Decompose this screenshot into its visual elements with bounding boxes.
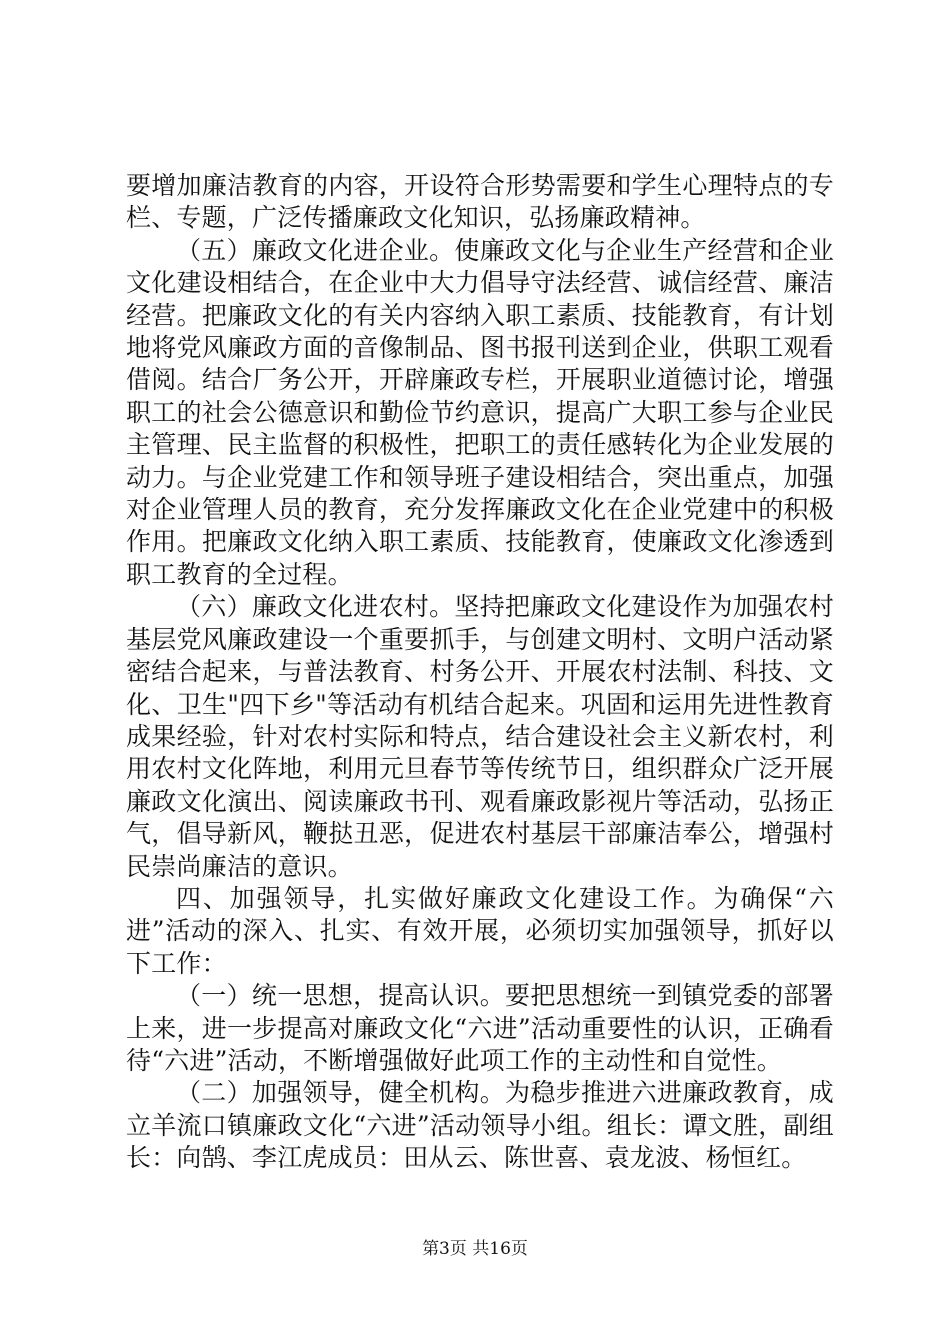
paragraph-section-four: 四、加强领导，扎实做好廉政文化建设工作。为确保“六进”活动的深入、扎实、有效开展，必须切实加强领导，抓好以下工作： (126, 883, 834, 978)
paragraph-enterprise: （五）廉政文化进企业。使廉政文化与企业生产经营和企业文化建设相结合，在企业中大力倡导守法经营、诚信经营、廉洁经营。把廉政文化的有关内容纳入职工素质、技能教育，有计划地将党风廉政方面的音像制品、图书报刊送到企业，供职工观看借阅。结合厂务公开，开辟廉政专栏，开展职业道德讨论，增强职工的社会公德意识和勤俭节约意识，提高广大职工参与企业民主管理、民主监督的积极性，把职工的责任感转化为企业发展的动力。与企业党建工作和领导班子建设相结合，突出重点，加强对企业管理人员的教育，充分发挥廉政文化在企业党建中的积极作用。把廉政文化纳入职工素质、技能教育，使廉政文化渗透到职工教育的全过程。 (126, 235, 834, 589)
document-body (126, 170, 834, 1175)
paragraph-leadership: （二）加强领导，健全机构。为稳步推进六进廉政教育，成立羊流口镇廉政文化“六进”活动领导小组。组长：谭文胜，副组长：向鹄、李江虎成员：田从云、陈世喜、袁龙波、杨恒红。 (126, 1078, 834, 1173)
paragraph-countryside: （六）廉政文化进农村。坚持把廉政文化建设作为加强农村基层党风廉政建设一个重要抓手，与创建文明村、文明户活动紧密结合起来，与普法教育、村务公开、开展农村法制、科技、文化、卫生"四下乡"等活动有机结合起来。巩固和运用先进性教育成果经验，针对农村实际和特点，结合建设社会主义新农村，利用农村文化阵地，利用元旦春节等传统节日，组织群众广泛开展廉政文化演出、阅读廉政书刊、观看廉政影视片等活动，弘扬正气，倡导新风，鞭挞丑恶，促进农村基层干部廉洁奉公，增强村民崇尚廉洁的意识。 (126, 592, 834, 881)
page-number-footer: 第3页 共16页 (422, 1239, 528, 1259)
paragraph-unify-thought: （一）统一思想，提高认识。要把思想统一到镇党委的部署上来，进一步提高对廉政文化“六进”活动重要性的认识，正确看待“六进”活动，不断增强做好此项工作的主动性和自觉性。 (126, 981, 834, 1075)
paragraph-continued: 要增加廉洁教育的内容，开设符合形势需要和学生心理特点的专栏、专题，广泛传播廉政文化知识，弘扬廉政精神。 (126, 171, 834, 233)
